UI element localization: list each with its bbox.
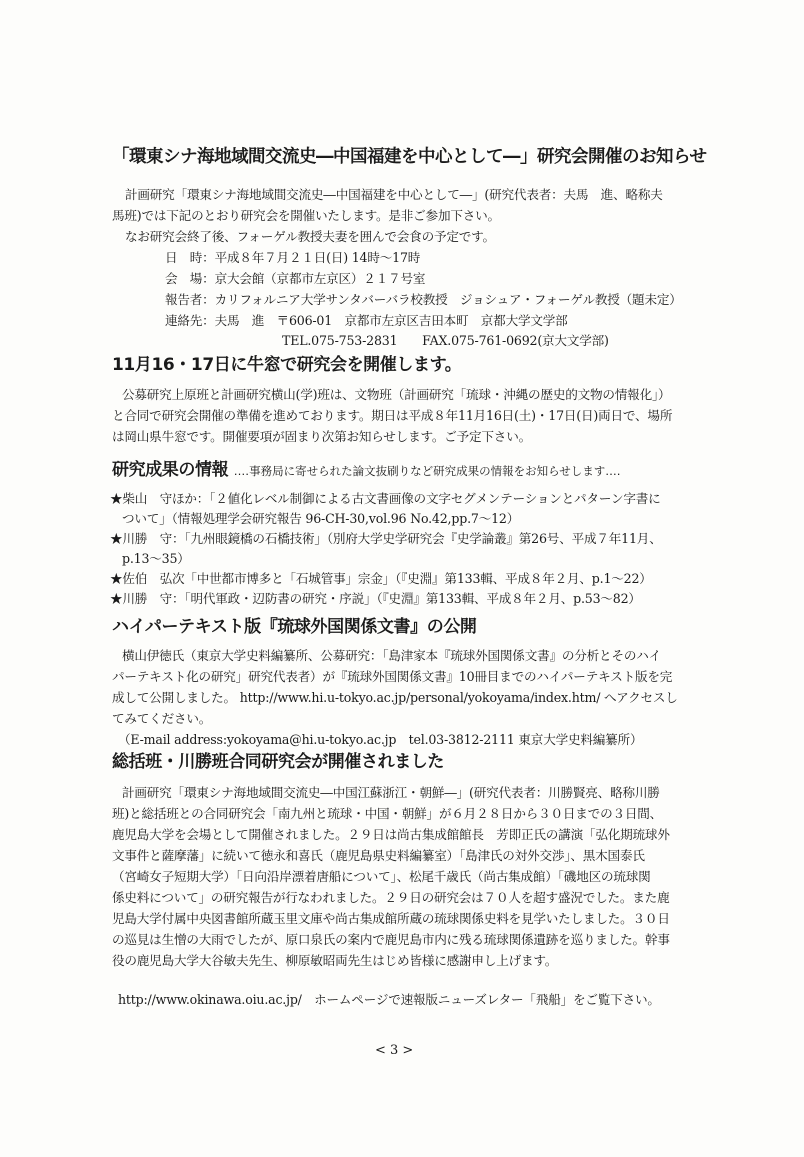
s5-line-2: 班)と総括班との合同研究会「南九州と琉球・中国・朝鮮」が６月２８日から３０日までの３日間、: [112, 806, 663, 821]
s5-line-5: （宮崎女子短期大学）「日向沿岸漂着唐船について」、松尾千歳氏（尚古集成館）「磯地区の琉球関: [112, 869, 651, 884]
page-number: < 3 >: [375, 1043, 414, 1058]
section-2-title: 11月16・17日に牛窓で研究会を開催します。: [112, 355, 462, 375]
s1-speaker: 報告者：カリフォルニア大学サンタバーバラ校教授 ジョシュア・フォーゲル教授（題未定）: [165, 292, 682, 307]
s3-item-1-line-2: ついて」（情報処理学会研究報告 96-CH-30,vol.96 No.42,pp.7～12）: [122, 511, 520, 526]
s4-email-line: （E-mail address:yokoyama@hi.u-tokyo.ac.jp tel.03-3812-2111 東京大学史料編纂所）: [118, 732, 643, 747]
s1-tel-fax: TEL.075-753-2831 FAX.075-761-0692(京大文学部): [282, 333, 609, 348]
section-1-title: 「環東シナ海地域間交流史―中国福建を中心として―」研究会開催のお知らせ: [112, 147, 707, 167]
footer-url-line: http://www.okinawa.oiu.ac.jp/ ホームページで速報版ニューズレター「飛船」をご覧下さい。: [118, 992, 660, 1007]
s5-line-8: の巡見は生憎の大雨でしたが、原口泉氏の案内で鹿児島市内に残る琉球関係遺跡を巡りました。幹事: [112, 932, 670, 947]
s1-paragraph-1-line-1: 計画研究「環東シナ海地域間交流史―中国福建を中心として―」(研究代表者：夫馬 進、略称夫: [125, 187, 663, 202]
s1-venue: 会 場：京大会館（京都市左京区）２１７号室: [165, 271, 426, 286]
s4-line-1: 横山伊徳氏（東京大学史料編纂所、公募研究：「島津家本『琉球外国関係文書』の分析とそのハイ: [122, 648, 662, 663]
s5-line-1: 計画研究「環東シナ海地域間交流史―中国江蘇浙江・朝鮮―」(研究代表者：川勝賢亮、略称川勝: [122, 785, 660, 800]
s4-line-3: 成して公開しました。 http://www.hi.u-tokyo.ac.jp/personal/yokoyama/index.htm/ へアクセスし: [112, 690, 678, 705]
s5-line-4: 文事件と薩摩藩」に続いて徳永和喜氏（鹿児島県史料編纂室）「島津氏の対外交渉」、黒木国泰氏: [112, 848, 645, 863]
section-3-note: ‥‥事務局に寄せられた論文抜刷りなど研究成果の情報をお知らせします‥‥: [233, 464, 621, 478]
s1-date: 日 時：平成８年７月２１日(日) 14時～17時: [165, 250, 421, 265]
s2-line-2: と合同で研究会開催の準備を進めております。期日は平成８年11月16日(土)・17日(日)両日で、場所: [112, 408, 673, 423]
s1-paragraph-1-line-2: 馬班)では下記のとおり研究会を開催いたします。是非ご参加下さい。: [112, 208, 500, 223]
s5-line-6: 係史料について」の研究報告が行なわれました。２９日の研究会は７０人を超す盛況でした。また鹿: [112, 890, 670, 905]
s3-item-1-line-1: ★柴山 守ほか：「２値化レベル制御による古文書画像の文字セグメンテーションとパターン字書に: [110, 491, 661, 506]
s3-item-3: ★佐伯 弘次「中世都市博多と「石城管事」宗金」（『史淵』第133輯、平成８年２月、p.1～22）: [110, 571, 652, 586]
s5-line-7: 児島大学付属中央図書館所蔵玉里文庫や尚古集成館所蔵の琉球関係史料を見学いたしました。３０日: [112, 911, 670, 926]
s3-item-4: ★川勝 守：「明代軍政・辺防書の研究・序説」（『史淵』第133輯、平成８年２月、p.53～82）: [110, 591, 641, 606]
s1-contact: 連絡先：夫馬 進 〒606-01 京都市左京区吉田本町 京都大学文学部: [165, 313, 568, 328]
section-3-title: [112, 455, 621, 480]
s5-line-3: 鹿児島大学を会場として開催されました。２９日は尚古集成館館長 芳即正氏の講演「弘化期琉球外: [112, 827, 670, 842]
s3-item-2-line-1: ★川勝 守：「九州眼鏡橋の石橋技術」（別府大学史学研究会『史学論叢』第26号、平成７年11月、: [110, 531, 662, 546]
s2-line-1: 公募研究上原班と計画研究横山(学)班は、文物班（計画研究「琉球・沖縄の歴史的文物の情報化」）: [122, 387, 671, 402]
section-3-title-text: 研究成果の情報: [112, 460, 229, 480]
section-5-title: 総括班・川勝班合同研究会が開催されました: [112, 752, 444, 772]
s5-line-9: 役の鹿児島大学大谷敏夫先生、柳原敏昭両先生はじめ皆様に感謝申し上げます。: [112, 953, 558, 968]
s2-line-3: は岡山県牛窓です。開催要項が固まり次第お知らせします。ご予定下さい。: [112, 429, 531, 444]
s3-item-2-line-2: p.13～35）: [122, 551, 190, 566]
s4-line-2: パーテキスト化の研究」研究代表者）が『琉球外国関係文書』10冊目までのハイパーテキスト版を完: [112, 669, 673, 684]
section-4-title: ハイパーテキスト版『琉球外国関係文書』の公開: [112, 617, 477, 637]
s1-paragraph-2: なお研究会終了後、フォーゲル教授夫妻を囲んで会食の予定です。: [125, 229, 495, 244]
s4-line-4: てみてください。: [112, 711, 212, 726]
